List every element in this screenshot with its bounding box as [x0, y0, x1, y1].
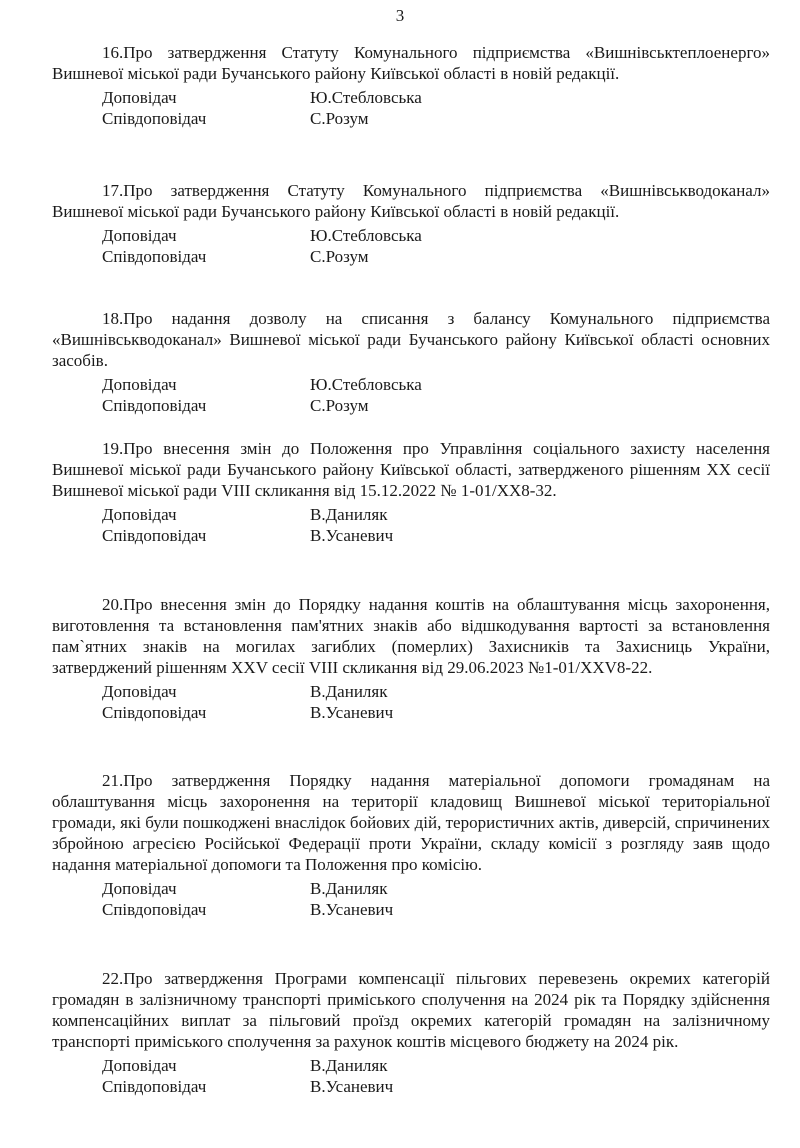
- agenda-item-18: [52, 308, 770, 416]
- coreporter-label: Співдоповідач: [102, 526, 207, 545]
- agenda-item-text: 20.Про внесення змін до Порядку надання коштів на облаштування місць захоронення, виготовлення та встановлення пам'ятних знаків або відшкодування вартості за встановлення пам`ятних знаків на могилах загиблих (померлих) Захисників та Захисниць України, затверджений рішенням XXV сесії VIII скликання від 29.06.2023 №1-01/XXV8-22.: [52, 595, 770, 677]
- coreporter-label: Співдоповідач: [102, 109, 207, 128]
- agenda-item-21: [52, 770, 770, 920]
- agenda-item-text: 16.Про затвердження Статуту Комунального підприємства «Вишнівськтеплоенерго» Вишневої міської ради Бучанського району Київської області в новій редакції.: [52, 43, 770, 83]
- agenda-item-20: [52, 594, 770, 723]
- reporter-name: Ю.Стебловська: [310, 226, 422, 245]
- agenda-item-text: 22.Про затвердження Програми компенсації пільгових перевезень окремих категорій громадян в залізничному транспорті приміського сполучення на 2024 рік та Порядку здійснення компенсаційних виплат за пільговий проїзд окремих категорій громадян на залізничному транспорті приміського сполучення за рахунок коштів місцевого бюджету на 2024 рік.: [52, 969, 770, 1051]
- page-number: 3: [395, 6, 405, 25]
- coreporter-name: В.Усаневич: [310, 1077, 394, 1096]
- coreporter-line: [52, 702, 770, 723]
- agenda-item-text: 17.Про затвердження Статуту Комунального підприємства «Вишнівськводоканал» Вишневої міської ради Бучанського району Київської області в новій редакції.: [52, 181, 770, 221]
- coreporter-label: Співдоповідач: [102, 1077, 207, 1096]
- coreporter-line: [52, 246, 770, 267]
- coreporter-line: [52, 525, 770, 546]
- agenda-item-16: [52, 42, 770, 129]
- reporter-name: В.Даниляк: [310, 1056, 388, 1075]
- coreporter-name: С.Розум: [310, 396, 369, 415]
- reporter-name: В.Даниляк: [310, 682, 388, 701]
- reporter-label: Доповідач: [102, 682, 177, 701]
- coreporter-name: С.Розум: [310, 109, 369, 128]
- reporter-label: Доповідач: [102, 88, 177, 107]
- reporter-line: [52, 374, 770, 395]
- reporter-label: Доповідач: [102, 505, 177, 524]
- coreporter-line: [52, 899, 770, 920]
- reporter-label: Доповідач: [102, 879, 177, 898]
- reporter-line: [52, 504, 770, 525]
- reporter-name: Ю.Стебловська: [310, 375, 422, 394]
- coreporter-name: В.Усаневич: [310, 703, 394, 722]
- reporter-name: В.Даниляк: [310, 505, 388, 524]
- agenda-item-text: 18.Про надання дозволу на списання з балансу Комунального підприємства «Вишнівськводоканал» Вишневої міської ради Бучанського району Київської області основних засобів.: [52, 309, 770, 370]
- coreporter-line: [52, 395, 770, 416]
- coreporter-label: Співдоповідач: [102, 396, 207, 415]
- coreporter-name: В.Усаневич: [310, 900, 394, 919]
- agenda-item-text: 19.Про внесення змін до Положення про Управління соціального захисту населення Вишневої міської ради Бучанського району Київської області, затвердженого рішенням XX сесії Вишневої міської ради VIII скликання від 15.12.2022 № 1-01/XX8-32.: [52, 439, 770, 500]
- coreporter-name: С.Розум: [310, 247, 369, 266]
- reporter-name: В.Даниляк: [310, 879, 388, 898]
- reporter-line: [52, 878, 770, 899]
- coreporter-label: Співдоповідач: [102, 900, 207, 919]
- reporter-label: Доповідач: [102, 226, 177, 245]
- coreporter-line: [52, 108, 770, 129]
- reporter-line: [52, 87, 770, 108]
- reporter-label: Доповідач: [102, 1056, 177, 1075]
- reporter-label: Доповідач: [102, 375, 177, 394]
- agenda-item-19: [52, 438, 770, 546]
- agenda-item-text: 21.Про затвердження Порядку надання матеріальної допомоги громадянам на облаштування місць захоронення на території кладовищ Вишневої міської територіальної громади, які були пошкоджені внаслідок бойових дій, терористичних актів, диверсій, спричинених збройною агресією Російської Федерації проти України, складу комісії з розгляду заяв щодо надання матеріальної допомоги та Положення про комісію.: [52, 771, 770, 874]
- agenda-item-17: [52, 180, 770, 267]
- reporter-line: [52, 1055, 770, 1076]
- reporter-name: Ю.Стебловська: [310, 88, 422, 107]
- coreporter-label: Співдоповідач: [102, 247, 207, 266]
- coreporter-name: В.Усаневич: [310, 526, 394, 545]
- reporter-line: [52, 681, 770, 702]
- coreporter-label: Співдоповідач: [102, 703, 207, 722]
- agenda-item-22: [52, 968, 770, 1097]
- coreporter-line: [52, 1076, 770, 1097]
- reporter-line: [52, 225, 770, 246]
